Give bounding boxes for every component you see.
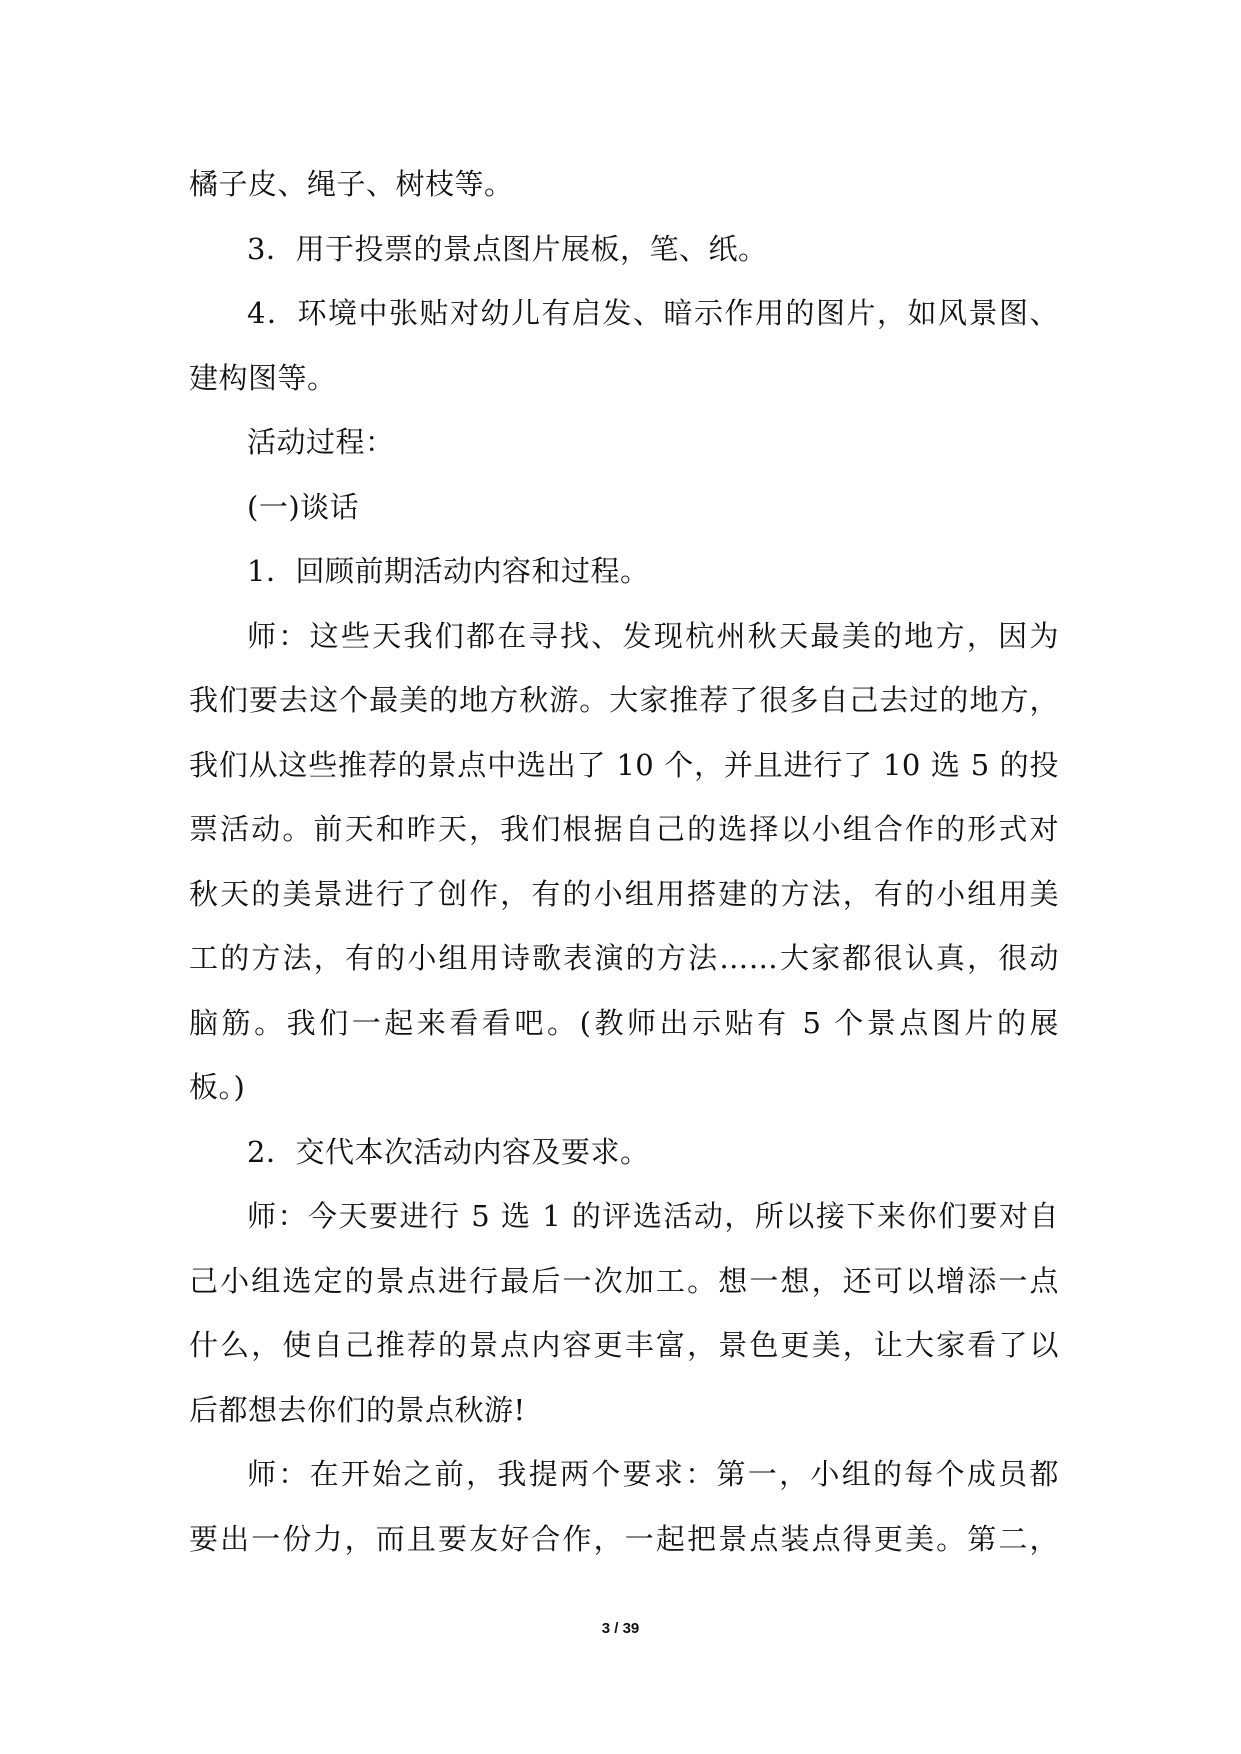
text-line: 要出一份力，而且要友好合作，一起把景点装点得更美。第二，: [189, 1521, 1059, 1556]
text-line: 票活动。前天和昨天，我们根据自己的选择以小组合作的形式对: [189, 812, 1059, 846]
text-line: 己小组选定的景点进行最后一次加工。想一想，还可以增添一点: [189, 1263, 1059, 1298]
text-line: 我们从这些推荐的景点中选出了 10 个，并且进行了 10 选 5 的投: [189, 747, 1059, 782]
text-line: 后都想去你们的景点秋游!: [189, 1392, 526, 1427]
text-line: 脑筋。我们一起来看看吧。(教师出示贴有 5 个景点图片的展: [189, 1005, 1059, 1040]
section-heading: 活动过程：: [247, 425, 395, 459]
text-line: 我们要去这个最美的地方秋游。大家推荐了很多自己去过的地方，: [189, 683, 1059, 717]
subsection-heading: (一)谈话: [247, 489, 360, 524]
text-line: 3．用于投票的景点图片展板，笔、纸。: [247, 231, 768, 266]
text-line: 建构图等。: [189, 360, 337, 395]
text-line: 师：这些天我们都在寻找、发现杭州秋天最美的地方，因为: [247, 618, 1059, 653]
page-number: 3 / 39: [601, 1620, 640, 1637]
text-line: 橘子皮、绳子、树枝等。: [189, 167, 514, 201]
text-line: 1．回顾前期活动内容和过程。: [247, 554, 650, 588]
text-line: 2．交代本次活动内容及要求。: [247, 1134, 650, 1169]
text-line: 师：今天要进行 5 选 1 的评选活动，所以接下来你们要对自: [247, 1199, 1059, 1233]
document-body: [189, 152, 1059, 1571]
text-line: 什么，使自己推荐的景点内容更丰富，景色更美，让大家看了以: [189, 1328, 1059, 1362]
text-line: 4．环境中张贴对幼儿有启发、暗示作用的图片，如风景图、: [247, 296, 1059, 330]
text-line: 工的方法，有的小组用诗歌表演的方法……大家都很认真，很动: [189, 941, 1059, 975]
text-line: 板。): [189, 1070, 246, 1104]
text-line: 秋天的美景进行了创作，有的小组用搭建的方法，有的小组用美: [189, 876, 1059, 911]
text-line: 师：在开始之前，我提两个要求：第一，小组的每个成员都: [247, 1457, 1059, 1491]
